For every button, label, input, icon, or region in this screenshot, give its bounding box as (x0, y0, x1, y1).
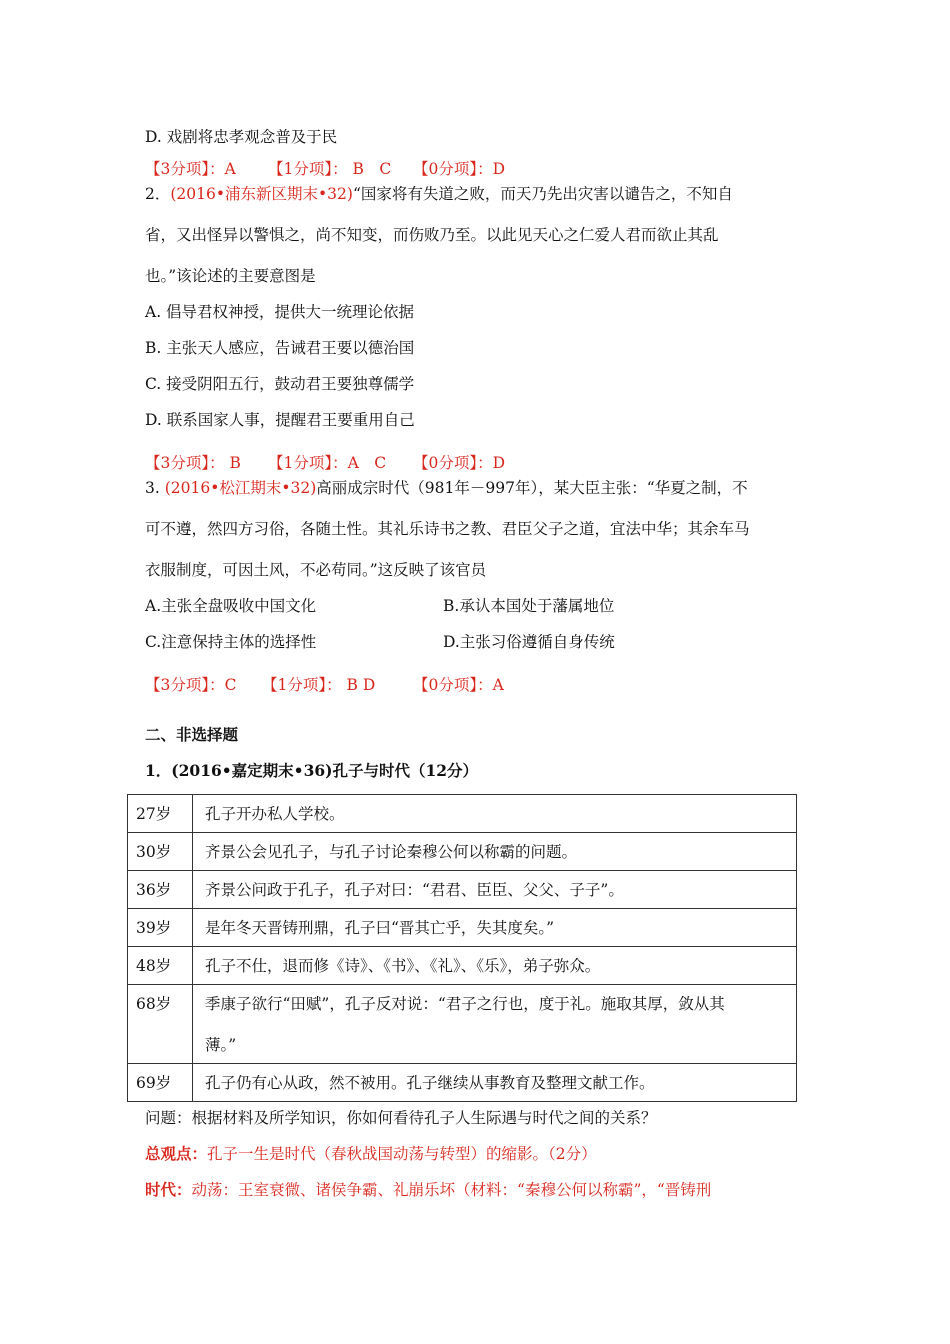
answer-overall (145, 1144, 597, 1164)
answer-overall-text: 孔子一生是时代（春秋战国动荡与转型）的缩影。（2分） (207, 1145, 597, 1163)
q2-score-1: 【1分项】：A C (268, 454, 387, 472)
q2-stem-line3: 也。”该论述的主要意图是 (145, 267, 316, 285)
answer-era (145, 1180, 711, 1200)
q2-option-c: C. 接受阴阳五行，鼓动君王要独尊儒学 (145, 375, 415, 393)
q3-stem-line2: 可不遵，然四方习俗，各随土性。其礼乐诗书之教、君臣父子之道，宜法中华；其余车马 (145, 520, 750, 538)
age-cell: 30岁 (128, 833, 193, 871)
q2-option-a: A. 倡导君权神授，提供大一统理论依据 (145, 303, 415, 321)
q2-score-0: 【0分项】：D (413, 454, 506, 472)
event-cell: 是年冬天晋铸刑鼎，孔子曰“晋其亡乎，失其度矣。” (193, 909, 797, 947)
age-cell: 36岁 (128, 871, 193, 909)
table-row (128, 871, 797, 909)
event-line1: 季康子欲行“田赋”，孔子反对说：“君子之行也，度于礼。施取其厚，敛从其 (205, 995, 725, 1013)
question-text: 问题：根据材料及所学知识，你如何看待孔子人生际遇与时代之间的关系？ (145, 1109, 657, 1127)
event-cell: 齐景公问政于孔子，孔子对曰：“君君、臣臣、父父、子子”。 (193, 871, 797, 909)
event-cell (193, 985, 797, 1064)
age-cell: 39岁 (128, 909, 193, 947)
q3-option-b: B.承认本国处于藩属地位 (443, 597, 615, 615)
event-cell: 孔子仍有心从政，然不被用。孔子继续从事教育及整理文献工作。 (193, 1064, 797, 1102)
q2-stem-line2: 省，又出怪异以警惧之，尚不知变，而伤败乃至。以此见天心之仁爱人君而欲止其乱 (145, 226, 719, 244)
q2-score-3: 【3分项】： B (145, 454, 241, 472)
answer-overall-label: 总观点： (145, 1144, 208, 1163)
q2-number: 2． (145, 185, 171, 203)
q1-score-0: 【0分项】：D (413, 160, 506, 178)
table-row (128, 795, 797, 833)
event-cell: 孔子开办私人学校。 (193, 795, 797, 833)
age-cell: 27岁 (128, 795, 193, 833)
age-cell: 48岁 (128, 947, 193, 985)
q2-stem-line1 (145, 184, 733, 204)
event-cell: 齐景公会见孔子，与孔子讨论秦穆公何以称霸的问题。 (193, 833, 797, 871)
answer-era-label: 时代： (145, 1180, 192, 1199)
q3-source: (2016•松江期末•32) (164, 479, 317, 497)
table-row (128, 947, 797, 985)
q3-number: 3. (145, 479, 160, 497)
q3-score-1: 【1分项】： B D (262, 676, 376, 694)
table-row (128, 909, 797, 947)
q3-stem-line3: 衣服制度，可因土风，不必苟同。”这反映了该官员 (145, 561, 487, 579)
age-cell: 69岁 (128, 1064, 193, 1102)
q2-option-b: B. 主张天人感应，告诫君王要以德治国 (145, 339, 415, 357)
q1-option-d: D. 戏剧将忠孝观念普及于民 (145, 128, 338, 146)
section2-title: 二、非选择题 (145, 725, 239, 744)
q1-score-3: 【3分项】：A (145, 160, 236, 178)
age-cell: 68岁 (128, 985, 193, 1064)
q1-score-1: 【1分项】： B C (268, 160, 392, 178)
table-row (128, 833, 797, 871)
section2-q1-title: 1．(2016•嘉定期末•36)孔子与时代（12分） (145, 761, 479, 780)
q2-source: (2016•浦东新区期末•32) (170, 185, 353, 203)
q3-text1: 高丽成宗时代（981年－997年），某大臣主张：“华夏之制，不 (316, 479, 748, 497)
q3-option-a: A.主张全盘吸收中国文化 (145, 597, 317, 615)
q2-option-d: D. 联系国家人事，提醒君王要重用自己 (145, 411, 415, 429)
event-line2: 薄。” (205, 1036, 237, 1054)
q2-text1: “国家将有失道之败，而天乃先出灾害以谴告之，不知自 (352, 185, 733, 203)
q3-score-0: 【0分项】：A (413, 676, 504, 694)
q3-option-c: C.注意保持主体的选择性 (145, 633, 317, 651)
table-row (128, 985, 797, 1064)
q3-option-d: D.主张习俗遵循自身传统 (443, 633, 615, 651)
table-row (128, 1064, 797, 1102)
confucius-timeline-table (127, 794, 797, 1102)
event-cell: 孔子不仕，退而修《诗》、《书》、《礼》、《乐》，弟子弥众。 (193, 947, 797, 985)
q3-stem-line1 (145, 478, 748, 498)
answer-era-text: 动荡：王室衰微、诸侯争霸、礼崩乐坏（材料：“秦穆公何以称霸”，“晋铸刑 (191, 1181, 712, 1199)
q3-score-3: 【3分项】：C (145, 676, 237, 694)
